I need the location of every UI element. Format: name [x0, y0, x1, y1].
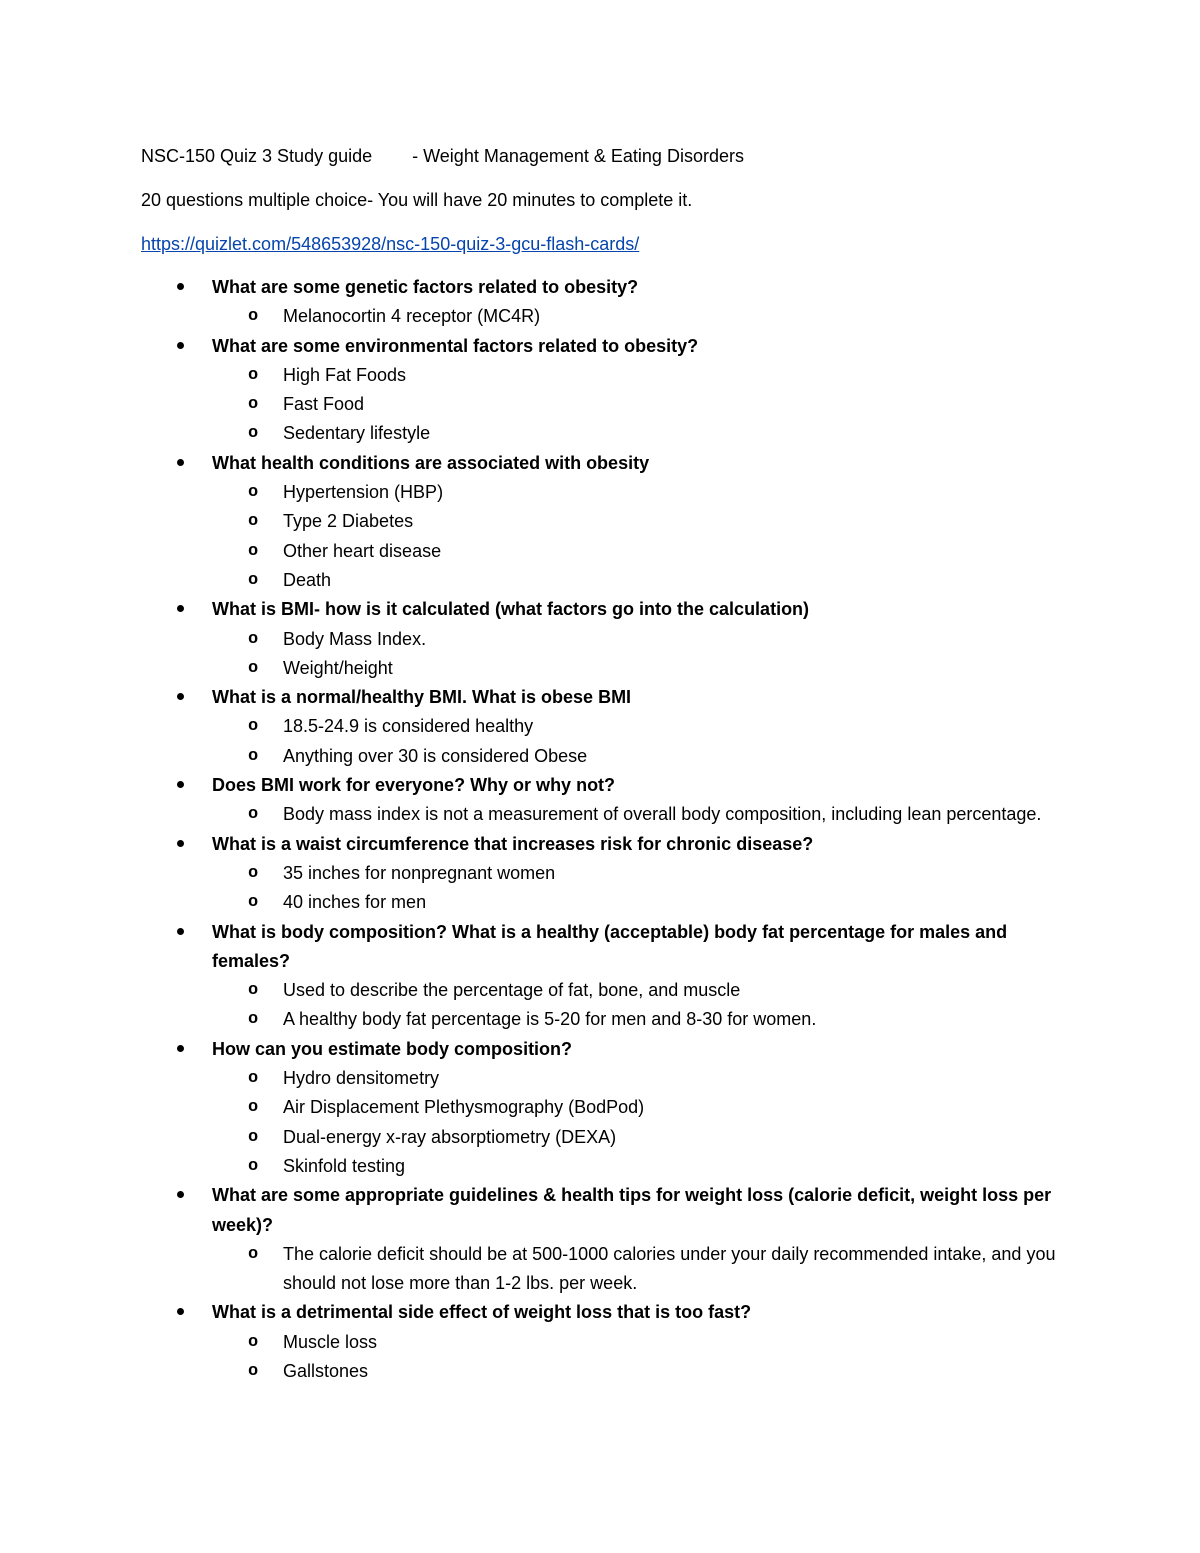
- answer-text: Melanocortin 4 receptor (MC4R): [283, 306, 541, 327]
- answer-list: [212, 976, 1081, 1035]
- answer-list: [212, 800, 1081, 829]
- question-text: What are some appropriate guidelines & health tips for weight loss (calorie deficit, weight loss per week)?: [212, 1185, 1052, 1235]
- question-item: [141, 449, 1081, 595]
- answer-text: The calorie deficit should be at 500-1000 calories under your daily recommended intake, and you should not lose more than 1-2 lbs. per week.: [283, 1243, 1056, 1294]
- circle-bullet-icon: o: [248, 1069, 259, 1089]
- answer-text: Other heart disease: [283, 540, 442, 561]
- answer-list: [212, 1240, 1081, 1299]
- question-item: [141, 595, 1081, 683]
- circle-bullet-icon: o: [248, 365, 259, 385]
- circle-bullet-icon: o: [248, 658, 259, 678]
- answer-item: [212, 1123, 1081, 1152]
- question-text: What is a detrimental side effect of weight loss that is too fast?: [212, 1302, 752, 1323]
- quizlet-link[interactable]: https://quizlet.com/548653928/nsc-150-quiz-3-gcu-flash-cards/: [141, 234, 640, 254]
- circle-bullet-icon: o: [248, 483, 259, 503]
- answer-text: 35 inches for nonpregnant women: [283, 862, 556, 883]
- question-item: [141, 332, 1081, 449]
- bullet-icon: [177, 459, 184, 466]
- quizlet-link-line: [141, 227, 1081, 261]
- question-item: [141, 1181, 1081, 1298]
- answer-text: Body mass index is not a measurement of overall body composition, including lean percentage.: [283, 804, 1042, 825]
- answer-list: [212, 1328, 1081, 1387]
- bullet-icon: [177, 1045, 184, 1052]
- circle-bullet-icon: o: [248, 1332, 259, 1352]
- answer-item: [212, 419, 1081, 448]
- answer-item: [212, 742, 1081, 771]
- circle-bullet-icon: o: [248, 307, 259, 327]
- question-item: [141, 918, 1081, 1035]
- circle-bullet-icon: o: [248, 1244, 259, 1264]
- circle-bullet-icon: o: [248, 717, 259, 737]
- circle-bullet-icon: o: [248, 512, 259, 532]
- answer-item: [212, 302, 1081, 331]
- answer-text: Used to describe the percentage of fat, bone, and muscle: [283, 980, 741, 1001]
- bullet-icon: [177, 781, 184, 788]
- answer-text: Hydro densitometry: [283, 1068, 440, 1089]
- question-text: How can you estimate body composition?: [212, 1038, 573, 1059]
- answer-list: [212, 625, 1081, 684]
- answer-text: Hypertension (HBP): [283, 482, 444, 503]
- question-list: [141, 273, 1081, 1386]
- answer-list: [212, 712, 1081, 771]
- answer-item: [212, 859, 1081, 888]
- answer-list: [212, 859, 1081, 918]
- circle-bullet-icon: o: [248, 863, 259, 883]
- answer-item: [212, 537, 1081, 566]
- circle-bullet-icon: o: [248, 570, 259, 590]
- document-title: [141, 139, 1081, 173]
- question-item: [141, 830, 1081, 918]
- question-item: [141, 683, 1081, 771]
- answer-text: Fast Food: [283, 394, 365, 415]
- answer-item: [212, 976, 1081, 1005]
- question-item: [141, 771, 1081, 830]
- answer-list: [212, 1064, 1081, 1181]
- answer-text: Sedentary lifestyle: [283, 423, 431, 444]
- question-text: Does BMI work for everyone? Why or why not?: [212, 775, 616, 796]
- answer-item: [212, 507, 1081, 536]
- answer-item: [212, 361, 1081, 390]
- answer-text: Type 2 Diabetes: [283, 511, 414, 532]
- document-content: [141, 139, 1081, 1386]
- question-item: [141, 1298, 1081, 1386]
- circle-bullet-icon: o: [248, 1127, 259, 1147]
- title-topic: - Weight Management & Eating Disorders: [412, 146, 744, 166]
- answer-text: A healthy body fat percentage is 5-20 for men and 8-30 for women.: [283, 1009, 817, 1030]
- question-text: What are some environmental factors related to obesity?: [212, 335, 699, 356]
- circle-bullet-icon: o: [248, 424, 259, 444]
- answer-list: [212, 302, 1081, 331]
- answer-list: [212, 478, 1081, 595]
- answer-item: [212, 625, 1081, 654]
- bullet-icon: [177, 1308, 184, 1315]
- bullet-icon: [177, 283, 184, 290]
- bullet-icon: [177, 605, 184, 612]
- circle-bullet-icon: o: [248, 541, 259, 561]
- answer-text: Anything over 30 is considered Obese: [283, 745, 588, 766]
- answer-text: Air Displacement Plethysmography (BodPod): [283, 1097, 645, 1118]
- answer-item: [212, 1064, 1081, 1093]
- bullet-icon: [177, 1191, 184, 1198]
- circle-bullet-icon: o: [248, 981, 259, 1001]
- answer-item: [212, 1240, 1081, 1299]
- answer-text: Gallstones: [283, 1360, 369, 1381]
- answer-text: 40 inches for men: [283, 892, 427, 913]
- answer-item: [212, 390, 1081, 419]
- bullet-icon: [177, 840, 184, 847]
- quiz-description: 20 questions multiple choice- You will have 20 minutes to complete it.: [141, 190, 693, 210]
- answer-text: Body Mass Index.: [283, 628, 427, 649]
- answer-item: [212, 654, 1081, 683]
- answer-item: [212, 1328, 1081, 1357]
- answer-text: Skinfold testing: [283, 1155, 406, 1176]
- circle-bullet-icon: o: [248, 1098, 259, 1118]
- answer-text: Dual-energy x-ray absorptiometry (DEXA): [283, 1126, 617, 1147]
- answer-item: [212, 888, 1081, 917]
- circle-bullet-icon: o: [248, 395, 259, 415]
- answer-item: [212, 1005, 1081, 1034]
- circle-bullet-icon: o: [248, 1156, 259, 1176]
- circle-bullet-icon: o: [248, 893, 259, 913]
- answer-item: [212, 712, 1081, 741]
- question-text: What health conditions are associated with obesity: [212, 452, 650, 473]
- answer-item: [212, 478, 1081, 507]
- answer-list: [212, 361, 1081, 449]
- answer-item: [212, 1093, 1081, 1122]
- bullet-icon: [177, 342, 184, 349]
- answer-text: Muscle loss: [283, 1331, 378, 1352]
- answer-item: [212, 1357, 1081, 1386]
- answer-item: [212, 800, 1081, 829]
- title-course: NSC-150 Quiz 3 Study guide: [141, 146, 373, 166]
- answer-item: [212, 1152, 1081, 1181]
- answer-text: High Fat Foods: [283, 364, 407, 385]
- circle-bullet-icon: o: [248, 1010, 259, 1030]
- answer-text: 18.5-24.9 is considered healthy: [283, 716, 534, 737]
- circle-bullet-icon: o: [248, 1361, 259, 1381]
- answer-item: [212, 566, 1081, 595]
- bullet-icon: [177, 928, 184, 935]
- question-text: What is a waist circumference that increases risk for chronic disease?: [212, 833, 814, 854]
- question-text: What are some genetic factors related to obesity?: [212, 277, 639, 297]
- question-item: [141, 273, 1081, 332]
- question-text: What is BMI- how is it calculated (what factors go into the calculation): [212, 599, 810, 620]
- answer-text: Weight/height: [283, 657, 393, 678]
- question-text: What is body composition? What is a healthy (acceptable) body fat percentage for males and females?: [212, 921, 1008, 971]
- circle-bullet-icon: o: [248, 629, 259, 649]
- circle-bullet-icon: o: [248, 746, 259, 766]
- circle-bullet-icon: o: [248, 805, 259, 825]
- question-item: [141, 1035, 1081, 1181]
- question-text: What is a normal/healthy BMI. What is obese BMI: [212, 687, 632, 708]
- answer-text: Death: [283, 569, 332, 590]
- bullet-icon: [177, 693, 184, 700]
